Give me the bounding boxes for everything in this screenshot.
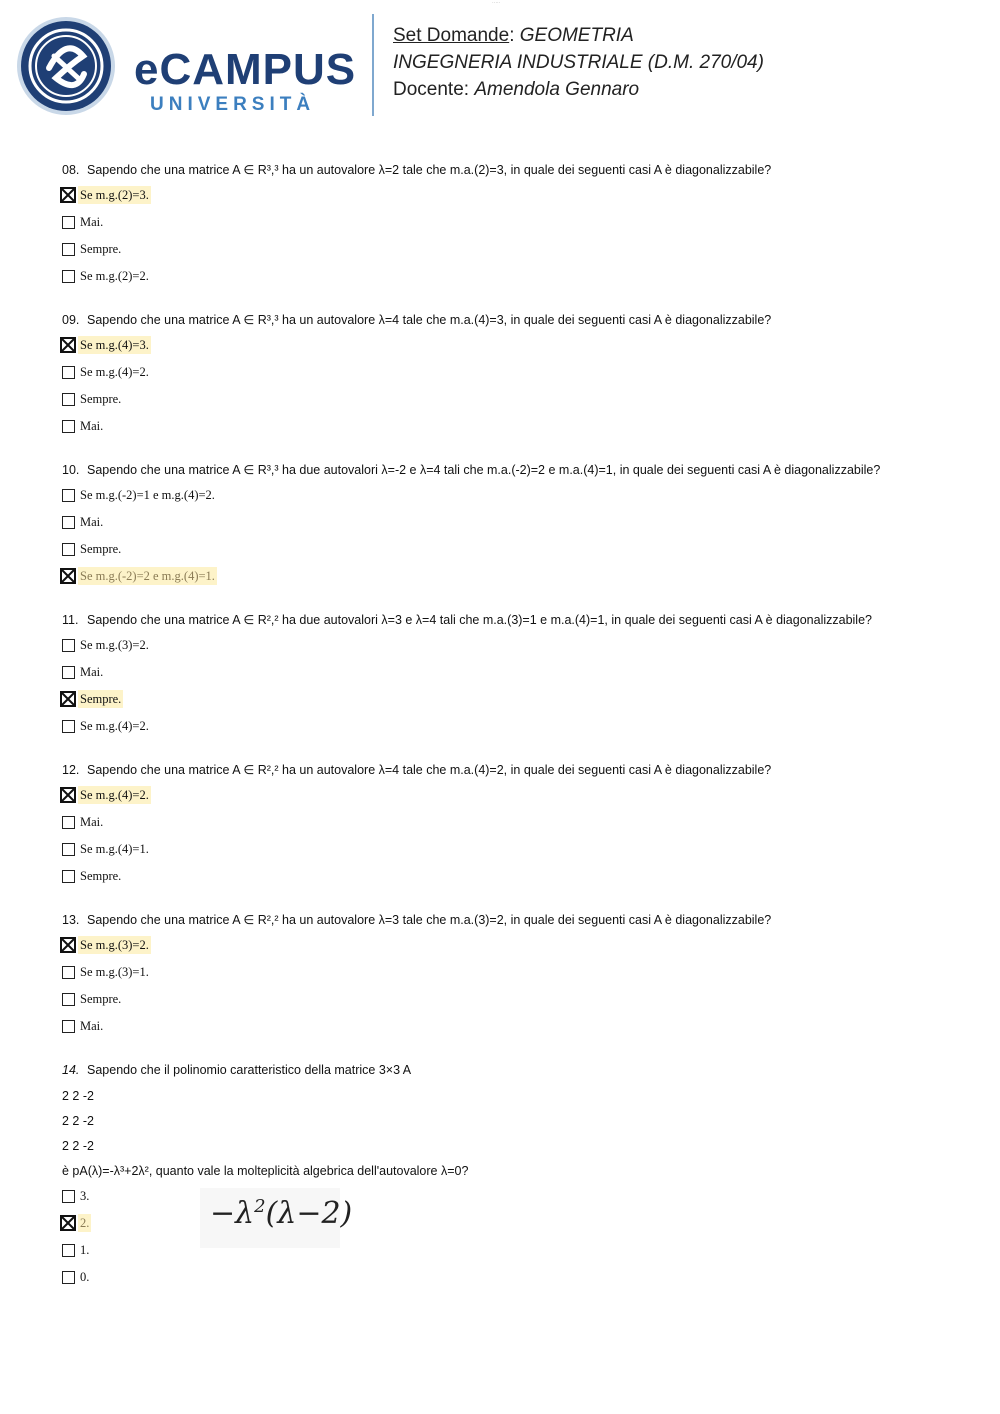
option[interactable] (62, 663, 962, 690)
teacher-label: Docente: (393, 79, 470, 100)
question-text (62, 610, 962, 636)
question-11 (62, 610, 962, 744)
option[interactable] (62, 1187, 962, 1214)
checkbox[interactable] (62, 216, 75, 229)
question-body: Sapendo che una matrice A ∈ R²,² ha un autovalore λ=4 tale che m.a.(4)=2, in quale dei seguenti casi A è diagonalizzabile? (87, 763, 772, 777)
checkbox[interactable] (62, 870, 75, 883)
checkbox[interactable] (62, 366, 75, 379)
question-body: Sapendo che una matrice A ∈ R²,² ha un autovalore λ=3 tale che m.a.(3)=2, in quale dei seguenti casi A è diagonalizzabile? (87, 913, 772, 927)
handwritten-note: $-\lambda^2(\lambda-2)$ (200, 1188, 340, 1248)
option-label: Se m.g.(-2)=2 e m.g.(4)=1. (80, 569, 215, 583)
option-label: Mai. (80, 1019, 104, 1033)
checkbox-checked[interactable] (60, 787, 76, 803)
option-label: Sempre. (80, 692, 122, 706)
option-label: Mai. (80, 215, 104, 229)
header-line-2 (393, 49, 764, 76)
checkbox[interactable] (62, 720, 75, 733)
top-marker: ····· (492, 0, 501, 6)
question-text (62, 160, 962, 186)
set-label: Set Domande (393, 25, 510, 46)
option-label: Se m.g.(4)=3. (80, 338, 149, 352)
checkbox-checked[interactable] (60, 568, 76, 584)
option[interactable] (62, 363, 962, 390)
option[interactable] (62, 636, 962, 663)
checkbox[interactable] (62, 1190, 75, 1203)
checkbox[interactable] (62, 489, 75, 502)
checkbox[interactable] (62, 420, 75, 433)
option-label: Mai. (80, 815, 104, 829)
question-number: 08. (62, 163, 80, 177)
question-list (62, 160, 962, 1295)
header-info (393, 22, 764, 103)
question-body: Sapendo che una matrice A ∈ R³,³ ha un autovalore λ=4 tale che m.a.(4)=3, in quale dei seguenti casi A è diagonalizzabile? (87, 313, 772, 327)
option-label: Se m.g.(3)=2. (80, 638, 149, 652)
option[interactable] (62, 1268, 962, 1295)
question-body: Sapendo che una matrice A ∈ R²,² ha due autovalori λ=3 e λ=4 tali che m.a.(3)=1 e m.a.(4)=1, in quale dei seguenti casi A è diagonalizzabile? (87, 613, 872, 627)
option-label: Mai. (80, 665, 104, 679)
course: INGEGNERIA INDUSTRIALE (D.M. 270/04) (393, 52, 764, 73)
matrix-row: 2 2 -2 (62, 1089, 94, 1103)
question-text-continued: è pA(λ)=-λ³+2λ², quanto vale la molteplicità algebrica dell'autovalore λ=0? (62, 1164, 469, 1178)
subject: GEOMETRIA (519, 25, 634, 46)
option[interactable] (62, 336, 962, 363)
question-number: 11. (62, 613, 79, 627)
question-text (62, 310, 962, 336)
logo-subtitle: UNIVERSITÀ (150, 94, 316, 115)
option[interactable] (62, 267, 962, 294)
checkbox-checked[interactable] (60, 337, 76, 353)
matrix-row: 2 2 -2 (62, 1139, 94, 1153)
option[interactable] (62, 390, 962, 417)
option[interactable] (62, 417, 962, 444)
option-label: Sempre. (80, 242, 122, 256)
question-08 (62, 160, 962, 294)
question-13 (62, 910, 962, 1044)
checkbox[interactable] (62, 270, 75, 283)
option[interactable] (62, 813, 962, 840)
checkbox[interactable] (62, 639, 75, 652)
option-label: Se m.g.(3)=1. (80, 965, 149, 979)
option-label: Se m.g.(-2)=1 e m.g.(4)=2. (80, 488, 215, 502)
option-label: Sempre. (80, 542, 122, 556)
page-header (14, 10, 994, 120)
option-label: Se m.g.(4)=2. (80, 788, 149, 802)
question-number: 12. (62, 763, 80, 777)
option[interactable] (62, 1241, 962, 1268)
option[interactable] (62, 717, 962, 744)
teacher-name: Amendola Gennaro (474, 79, 640, 100)
option[interactable] (62, 963, 962, 990)
checkbox[interactable] (62, 1020, 75, 1033)
option-label: Mai. (80, 419, 104, 433)
option[interactable] (62, 690, 962, 717)
option-label: Mai. (80, 515, 104, 529)
option[interactable] (62, 513, 962, 540)
checkbox[interactable] (62, 243, 75, 256)
option-label: Se m.g.(2)=3. (80, 188, 149, 202)
ecampus-seal-icon (16, 16, 116, 116)
checkbox[interactable] (62, 966, 75, 979)
option[interactable] (62, 867, 962, 894)
question-14 (62, 1060, 962, 1295)
option[interactable] (62, 213, 962, 240)
option-label: 0. (80, 1270, 90, 1284)
question-text (62, 1060, 962, 1086)
checkbox[interactable] (62, 516, 75, 529)
option-label: 3. (80, 1189, 90, 1203)
header-line-1: Set Domande: GEOMETRIA (393, 25, 634, 46)
option-label: 1. (80, 1243, 90, 1257)
checkbox-checked[interactable] (60, 691, 76, 707)
option[interactable] (62, 936, 962, 963)
checkbox[interactable] (62, 543, 75, 556)
question-text (62, 460, 962, 486)
question-10 (62, 460, 962, 594)
option[interactable] (62, 540, 962, 567)
checkbox-checked[interactable] (60, 937, 76, 953)
checkbox[interactable] (62, 993, 75, 1006)
question-12 (62, 760, 962, 894)
question-number: 09. (62, 313, 80, 327)
checkbox[interactable] (62, 393, 75, 406)
ecampus-logo (134, 45, 357, 118)
option[interactable] (62, 1214, 962, 1241)
header-line-3 (393, 76, 764, 103)
option[interactable] (62, 786, 962, 813)
question-09 (62, 310, 962, 444)
question-number: 13. (62, 913, 80, 927)
option[interactable] (62, 186, 962, 213)
option[interactable] (62, 990, 962, 1017)
option-label: Se m.g.(4)=1. (80, 842, 149, 856)
option[interactable] (62, 486, 962, 513)
question-body: Sapendo che una matrice A ∈ R³,³ ha un autovalore λ=2 tale che m.a.(2)=3, in quale dei seguenti casi A è diagonalizzabile? (87, 163, 772, 177)
checkbox[interactable] (62, 1271, 75, 1284)
checkbox[interactable] (62, 1244, 75, 1257)
option-label: Sempre. (80, 992, 122, 1006)
checkbox[interactable] (62, 666, 75, 679)
option-label: Sempre. (80, 392, 122, 406)
option-label: Se m.g.(3)=2. (80, 938, 149, 952)
question-number: 14. (62, 1063, 80, 1077)
checkbox[interactable] (62, 843, 75, 856)
option-label: Sempre. (80, 869, 122, 883)
option-label: 2. (80, 1216, 90, 1230)
option-label: Se m.g.(2)=2. (80, 269, 149, 283)
question-text (62, 760, 962, 786)
header-divider (372, 14, 374, 116)
option-label: Se m.g.(4)=2. (80, 365, 149, 379)
checkbox-checked[interactable] (60, 187, 76, 203)
option[interactable] (62, 567, 962, 594)
option-label: Se m.g.(4)=2. (80, 719, 149, 733)
matrix-row: 2 2 -2 (62, 1114, 94, 1128)
logo-name: eCAMPUS (134, 45, 357, 94)
option[interactable] (62, 840, 962, 867)
option[interactable] (62, 240, 962, 267)
checkbox[interactable] (62, 816, 75, 829)
question-text (62, 910, 962, 936)
option[interactable] (62, 1017, 962, 1044)
question-body: Sapendo che una matrice A ∈ R³,³ ha due autovalori λ=-2 e λ=4 tali che m.a.(-2)=2 e m.a.(4)=1, in quale dei seguenti casi A è diagonalizzabile? (87, 463, 881, 477)
checkbox-checked[interactable] (60, 1215, 76, 1231)
question-body: Sapendo che il polinomio caratteristico della matrice 3×3 A (87, 1063, 412, 1077)
question-number: 10. (62, 463, 80, 477)
